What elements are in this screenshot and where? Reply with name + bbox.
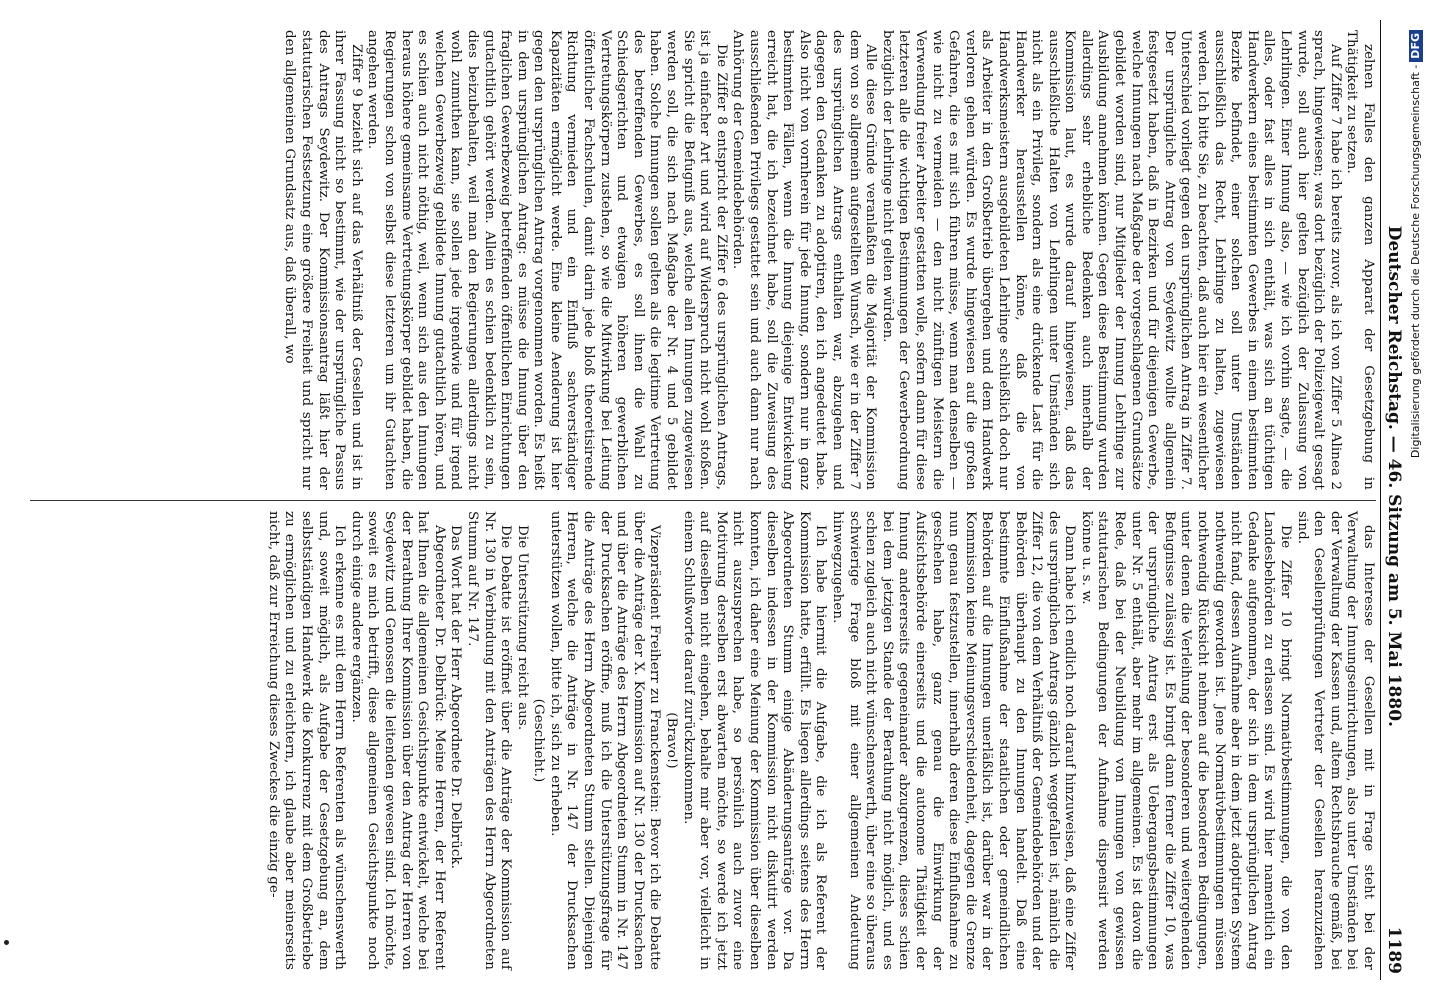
paragraph: Abgeordneter Dr. Delbrück: Meine Herren, der Herr Referent hat Ihnen die allgemeinen Gesichtspunkte entwickelt, welche bei der Berathung Ihrer Kommission über den Antrag der Herren von Seydewitz und Genossen die leitenden gewesen sind. Ich möchte, soweit es mich betrifft, diese allgemeinen Gesichtspunkte noch durch einige andere ergänzen.: [348, 511, 447, 970]
paragraph: Dann habe ich endlich noch darauf hinzuweisen, daß eine Ziffer des ursprünglichen Antrags gänzlich weggefallen ist, nämlich die Ziffer 12, die von dem Verhältniß der Gemeindebehörden und der Behörden überhaupt zu den Innungen handelt. Daß eine bestimmte Einflußnahme der staatlichen oder gemeindlichen Behörden auf die Innungen unerläßlich ist, darüber war in der Kommission keine Meinungsverschiedenheit, dagegen die Grenze nun genau festzustellen, innerhalb deren diese Einflußnahme zu geschehen habe, ganz genau die Einwirkung der Aufsichtsbehörde einerseits und die autonome Thätigkeit der Innung andererseits gegeneinander abzugrenzen, dieses schien bei dem jetzigen Stande der Berathung nicht möglich, und es schien zugleich auch nicht wünschenswerth, über eine so überaus schwierige Frage bloß mit einer allgemeinen Andeutung hinwegzugehen.: [830, 511, 1078, 970]
paragraph: Auf Ziffer 7 habe ich bereits zuvor, als ich von Ziffer 5 Alinea 2 sprach, hingewiesen; was dort bezüglich der Polizeigewalt gesagt wurde, soll auch hier gelten bezüglich der Zulassung von Lehrlingen. Einer Innung also, — wie ich vorhin sagte, — die alles, oder fast alles in sich enthält, was sich an tüchtigen Handwerkern eines bestimmten Gewerbes in einem bestimmten Bezirke befindet, einer solchen soll unter Umständen ausschließlich das Recht, Lehrlinge zu halten, zugewiesen werden. Ich bitte Sie, zu beachten, daß auch hier ein wesentlicher Unterschied vorliegt gegen den ursprünglichen Antrag in Ziffer 7. Der ursprüngliche Antrag von Seydewitz wollte allgemein festgesetzt haben, daß in Bezirken und für diejenigen Gewerbe, welche Innungen nach Maßgabe der vorgeschlagenen Grundsätze gebildet worden sind, nur Mitglieder der Innung Lehrlinge zur Ausbildung annehmen können. Gegen diese Bestimmung wurden allerdings sehr erhebliche Bedenken auch innerhalb der Kommission laut, es wurde darauf hingewiesen, daß das ausschließliche Halten von Lehrlingen unter Umständen sich nicht als ein Privileg, sondern als eine drückende Last für die Handwerker herausstellen könne, daß die von Handwerksmeistern ausgebildeten Lehrlinge schließlich doch nur als Arbeiter in den Großbetrieb übergehen und dem Handwerk verloren gehen würden. Es wurde hingewiesen auf die großen Gefahren, die es mit sich führen müsse, wenn man denselben — wie nicht zu vermeiden — den nicht zünftigen Meistern die Verwendung freier Arbeiter gestatten wolle, sofern dann für diese letzteren alle die wichtigen Bestimmungen der Gewerbeordnung bezüglich der Lehrlinge nicht gelten würden.: [879, 30, 1343, 490]
paragraph: Alle diese Gründe veranlaßten die Majorität der Kommission dem von so allgemein aufgestellten Wunsch, wie er in der Ziffer 7 des ursprünglichen Antrags enthalten war, abzugehen und dagegen den Gedanken zu adoptiren, den ich angedeutet habe. Also nicht von vornherein für jede Innung, sondern nur in ganz bestimmten Fällen, wenn die Innung diejenige Entwickelung erreicht hat, die ich bezeichnet habe, soll die Zuweisung des ausschließenden Privilegs gestattet sein und auch dann nur nach Anhörung der Gemeindebehörden.: [730, 30, 879, 490]
paragraph: (Geschieht.): [531, 698, 547, 783]
paragraph: das Interesse der Gesellen mit in Frage steht bei der Verwaltung der Innungseinrichtungen, also unter Umständen bei der Verwaltung der Kassen und, altem Rechtsbrauche gemäß, bei den Gesellenprüfungen Vertreter der Gesellen heranzuziehen sind.: [1294, 511, 1376, 970]
paragraph: Ich erkenne es mit dem Herrn Referenten als wünschenswerth und, soweit möglich, als Aufgabe der Gesetzgebung an, dem selbstständigen Handwerk die Konkurrenz mit dem Großbetriebe zu ermöglichen und zu erleichtern, ich glaube aber meinerseits nicht, daß zur Erreichung dieses Zweckes die einzig ge-: [265, 511, 348, 970]
text-columns: [30, 20, 1376, 980]
paragraph: Ziffer 9 bezieht sich auf das Verhältniß der Gesellen und ist in ihrer Fassung nicht so bestimmt, wie der ursprüngliche Passus des Antrags Seydewitz. Der Kommissionsantrag läßt hier der statutarischen Festsetzung eine größere Freiheit und spricht nur den allgemeinen Grundsatz aus, daß überall, wo: [282, 30, 364, 490]
page-number: 1189: [1384, 926, 1404, 974]
paragraph: Vizepräsident Freiherr zu Franckenstein: Bevor ich die Debatte über die Anträge der X. Kommission auf Nr. 130 der Drucksachen und über die Anträge des Herrn Abgeordneten Stumm in Nr. 147 der Drucksachen eröffne, muß ich die Unterstützungsfrage für die Anträge des Herrn Abgeordneten Stumm stellen. Diejenigen Herren, welche die Anträge in Nr. 147 der Drucksachen unterstützen wollen, bitte ich, sich zu erheben.: [547, 511, 663, 970]
left-column: [30, 20, 1376, 500]
running-title: Deutscher Reichstag. — 46. Sitzung am 5. Mai 1880.: [1384, 225, 1404, 727]
paragraph: Die Debatte ist eröffnet über die Anträge der Kommission auf Nr. 130 in Verbindung mit den Anträgen des Herrn Abgeordneten Stumm auf Nr. 147.: [464, 511, 514, 970]
paragraph: Die Ziffer 8 entspricht der Ziffer 6 des ursprünglichen Antrags, ist ja einfacher Art und wird auf Widerspruch nicht wohl stoßen. Sie spricht die Befugniß aus, welche allen Innungen zugewiesen werden soll, die sich nach Maßgabe der Nr. 4 und 5 gebildet haben. Solche Innungen sollen gelten als die legitime Vertretung des betreffenden Gewerbes, es soll ihnen die Wahl zu Schiedsgerichten und etwaigen höheren gewerblichen Vertretungskörpern zustehen, so wie die Mitwirkung bei Leitung öffentlicher Fachschulen, damit darin jede bloß theoretisirende Richtung vermieden und ein Einfluß sachverständiger Kapazitäten ermöglicht werde. Eine kleine Aenderung ist hier gegen den ursprünglichen Antrag vorgenommen worden. Es heißt in dem ursprünglichen Antrag: es müsse die Innung über den fraglichen Gewerbezweig betreffenden öffentlichen Einrichtungen gutachtlich gehört werden. Allein es schien bedenklich zu sein, dies beizubehalten, weil man den Regierungen allerdings nicht wohl zumuthen kann, sie sollen jede irgendwie und für irgend welchen Gewerbezweig gebildete Innung gutachtlich hören, und es schien auch nicht nöthig, weil, wenn sich aus den Innungen heraus höhere gemeinsame Vertretungskörper gebildet haben, die Regierungen schon von selbst diese letzteren um ihr Gutachten angehen werden.: [365, 30, 729, 490]
paragraph: Das Wort hat der Herr Abgeordnete Dr. Delbrück.: [448, 525, 464, 870]
digitization-credit: [1404, 30, 1428, 970]
scan-speck: [4, 940, 9, 945]
paragraph: Die Unterstützung reicht aus.: [514, 525, 530, 731]
rotated-page: [30, 20, 1410, 980]
paragraph: (Bravo!): [664, 712, 680, 769]
right-column: [30, 500, 1376, 980]
paragraph: Die Ziffer 10 bringt Normativbestimmungen, die von den Landesbehörden zu erlassen sind. Es wird hier namentlich ein Gedanke aufgenommen, der sich in dem ursprünglichen Antrag nicht fand, dessen Aufnahme aber in dem jetzt adoptirten System nothwendig geworden ist. Jene Normativbestimmungen müssen nothwendig Rücksicht nehmen auf die besonderen Bedingungen, unter denen die Verleihung der besonderen und weitergehenden Befugnisse zulässig ist. Es bringt dann ferner die Ziffer 10, was der ursprüngliche Antrag erst als Uebergangsbestimmungen unter Nr. 5 enthält, aber mehr im allgemeinen. Es ist davon die Rede, daß bei der Neubildung von Innungen von gewissen statutarischen Bedingungen der Aufnahme dispensirt werden könne u. s. w.: [1078, 511, 1294, 970]
paragraph: zelnen Falles den ganzen Apparat der Gesetzgebung in Thätigkeit zu setzen.: [1344, 30, 1376, 490]
credit-text: Digitalisierung gefördert durch die Deutsche Forschungsgemeinschaft -: [1409, 64, 1422, 459]
digitization-credit-text: [1404, 30, 1428, 970]
dfg-logo: DFG: [1409, 30, 1423, 62]
paragraph: Ich habe hiermit die Aufgabe, die ich als Referent der Kommission hatte, erfüllt. Es liegen allerdings seitens des Herrn Abgeordneten Stumm einige Abänderungsanträge vor. Da dieselben indessen in der Kommission nicht diskutirt werden konnten, ich daher eine Meinung der Kommission über dieselben nicht auszusprechen habe, so persönlich auch zuvor eine Motivirung derselben erst abwarten möchte, so werde ich jetzt auf dieselben nicht eingehen, behalte mir aber vor, vielleicht in einem Schlußworte darauf zurückzukommen.: [680, 511, 829, 970]
